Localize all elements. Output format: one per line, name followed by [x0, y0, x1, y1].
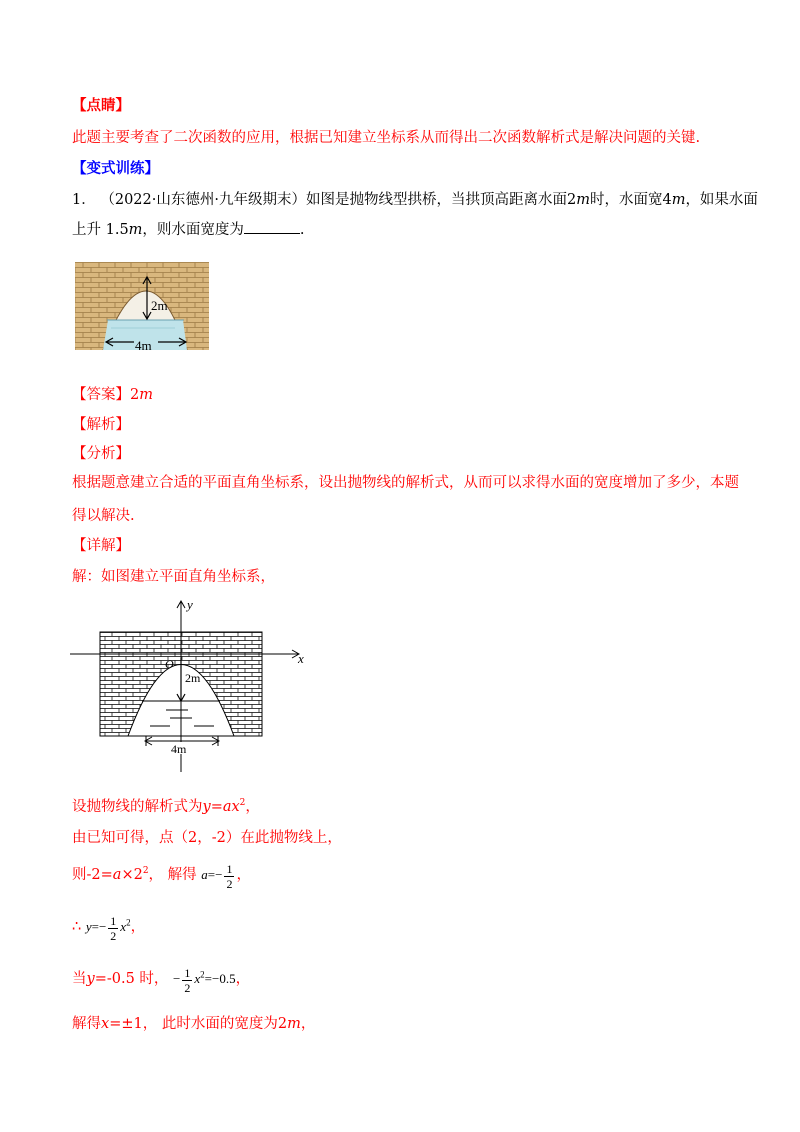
step6-a: 解得 — [72, 1016, 101, 1032]
unit-m: m — [576, 192, 590, 208]
question-text-c: ，如果水面 — [685, 192, 758, 208]
step1-end: ， — [245, 799, 260, 815]
question-text-a: 如图是抛物线型拱桥，当拱顶高距离水面 — [305, 192, 567, 208]
fenxi-line-1: 根据题意建立合适的平面直角坐标系，设出抛物线的解析式，从而可以求得水面的宽度增加了多少，本题 — [72, 475, 739, 491]
step5-eq: =−0.5 — [204, 971, 236, 986]
step-5 — [72, 962, 250, 996]
step6-unit: m — [287, 1016, 301, 1032]
step4-end: ， — [130, 919, 146, 935]
therefore-symbol: ∴ — [72, 919, 82, 935]
step4-x: x — [120, 919, 127, 934]
height-label: 2m — [151, 298, 168, 313]
fraction — [108, 914, 118, 943]
answer-unit: m — [139, 387, 153, 403]
question-line2-a: 上升 — [72, 222, 101, 238]
step6-x: x — [101, 1016, 110, 1032]
fraction-num: 1 — [110, 913, 117, 928]
origin-label: O — [165, 657, 174, 671]
width-label: 4m — [171, 742, 187, 756]
step3-a-var: a — [201, 867, 208, 882]
fraction — [224, 862, 234, 891]
fraction-den: 2 — [226, 876, 233, 891]
answer-header: 【答案】 — [72, 387, 130, 403]
answer-value: 2 — [130, 387, 140, 403]
question-line-2 — [72, 220, 305, 240]
bridge-figure-1 — [75, 262, 209, 350]
step4-eq: =− — [91, 919, 107, 934]
step5-x: x — [194, 971, 201, 986]
coordinate-figure-2 — [70, 596, 310, 774]
x-axis-label: x — [298, 651, 304, 666]
fraction-num: 1 — [226, 861, 233, 876]
question-text-b: 时，水面宽 — [589, 192, 663, 208]
step1-exp: 2 — [239, 798, 246, 809]
step-6 — [72, 1014, 315, 1034]
question-val-2: 2 — [566, 192, 577, 208]
step3-eq: =− — [207, 867, 223, 882]
question-val-4: 4 — [662, 192, 672, 208]
unit-m: m — [128, 222, 143, 238]
step-1 — [72, 797, 260, 817]
fraction-num: 1 — [184, 965, 191, 980]
step5-end: ， — [235, 971, 251, 987]
fraction-den: 2 — [184, 980, 191, 995]
fraction — [182, 966, 192, 995]
question-number: 1． — [72, 192, 96, 208]
step1-formula: y=ax — [202, 799, 240, 815]
step3-end: ， — [236, 867, 251, 883]
step5-a: 当 — [72, 971, 87, 987]
xiangjie-header: 【详解】 — [72, 538, 130, 554]
step5-y: y — [86, 971, 95, 987]
step6-val: 2 — [277, 1016, 288, 1032]
xiangjie-intro: 解：如图建立平面直角坐标系， — [72, 569, 275, 585]
question-source: （2022·山东德州·九年级期末） — [100, 192, 306, 208]
section-header-bianshi: 【变式训练】 — [72, 160, 159, 177]
step4-exp: 2 — [126, 917, 131, 928]
step5-minus: − — [173, 971, 181, 986]
unit-m: m — [671, 192, 686, 208]
jiexi-header: 【解析】 — [72, 417, 130, 433]
step3-exp: 2 — [142, 866, 149, 877]
step3-b: a — [112, 867, 122, 883]
question-line2-end: . — [299, 222, 305, 238]
step5-b: =-0.5 时， — [94, 971, 169, 987]
fraction-den: 2 — [110, 928, 117, 943]
step3-d: ， 解得 — [148, 867, 197, 883]
step1-text: 设抛物线的解析式为 — [72, 799, 203, 815]
step3-a: 则-2= — [72, 867, 113, 883]
fenxi-line-2: 得以解决. — [72, 508, 135, 524]
step-4 — [72, 910, 145, 944]
dianjing-text: 此题主要考查了二次函数的应用，根据已知建立坐标系从而得出二次函数解析式是解决问题的关键. — [72, 130, 701, 146]
height-label: 2m — [185, 671, 201, 685]
question-line2-b: ，则水面宽度为 — [142, 222, 244, 238]
step5-formula — [173, 965, 236, 995]
question-val-15: 1.5 — [105, 222, 129, 238]
step4-y: y — [85, 919, 92, 934]
step3-c: ×2 — [121, 867, 143, 883]
step5-exp: 2 — [200, 969, 205, 980]
width-label: 4m — [135, 338, 152, 350]
answer-line — [72, 385, 153, 405]
step4-formula — [85, 913, 131, 943]
step-2: 由已知可得，点（2，-2）在此抛物线上， — [72, 830, 342, 846]
section-header-dianjing: 【点睛】 — [72, 97, 130, 114]
question-line-1 — [72, 190, 758, 210]
fenxi-header: 【分析】 — [72, 446, 130, 462]
step-3 — [72, 858, 251, 892]
answer-blank — [244, 221, 300, 234]
y-axis-label: y — [187, 597, 193, 612]
step6-end: ， — [300, 1016, 316, 1032]
step6-b: =±1， 此时水面的宽度为 — [109, 1016, 278, 1032]
step3-formula — [201, 861, 236, 891]
